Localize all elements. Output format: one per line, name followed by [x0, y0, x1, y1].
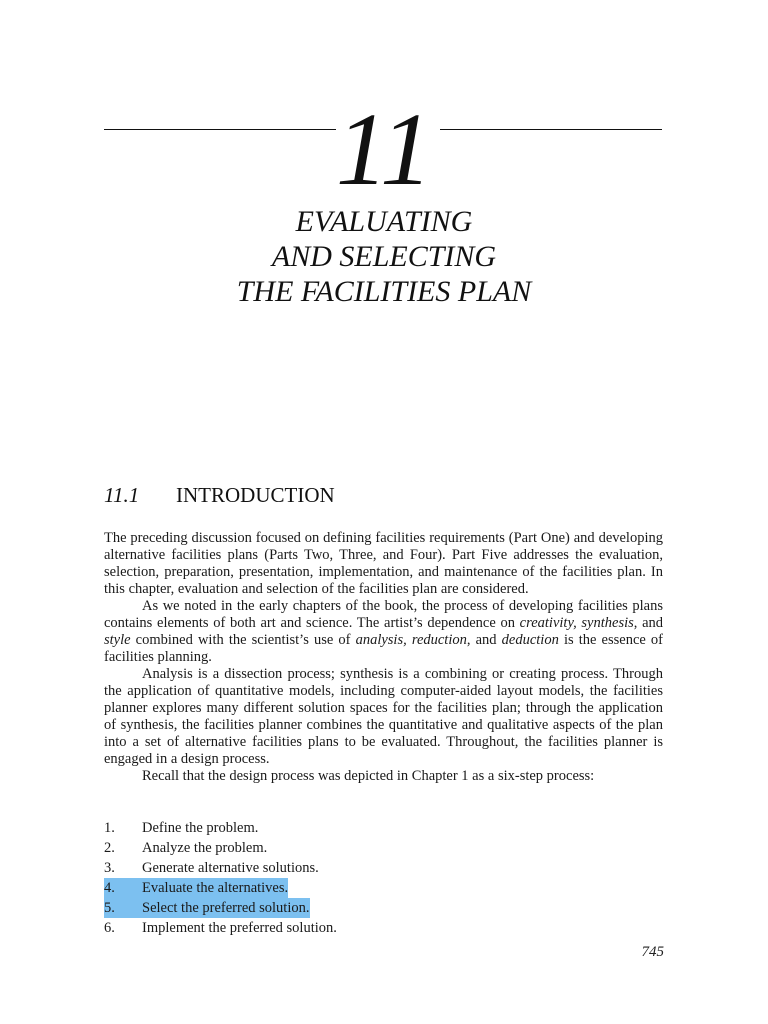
list-item-text: Analyze the problem.: [142, 840, 268, 856]
text-run: , and: [466, 632, 502, 648]
list-item: [104, 838, 663, 858]
design-steps-list: [104, 818, 663, 938]
chapter-title-line: EVALUATING: [295, 205, 473, 238]
paragraph: The preceding discussion focused on defining facilities requirements (Part One) and developing alternative facilities plans (Parts Two, Three, and Four). Part Five addresses the evaluation, selection, preparation, presentation, implementation, and maintenance of the facilities plan. In this chapter, evaluation and selection of the facilities plan are considered.: [104, 530, 663, 597]
list-item: [104, 818, 663, 838]
list-item-text: Generate alternative solutions.: [142, 860, 319, 876]
list-item-number: 2.: [104, 840, 115, 856]
italic-run: creativity, synthesis: [519, 615, 634, 631]
body-text: [104, 530, 663, 785]
section-number: 11.1: [104, 483, 140, 507]
list-item-text: Evaluate the alternatives.: [142, 880, 289, 896]
list-item-highlighted[interactable]: [104, 898, 310, 918]
list-item-number: 4.: [104, 878, 142, 898]
chapter-title: [0, 204, 768, 309]
italic-run: analysis, reduction: [355, 632, 467, 648]
list-item-text: Select the preferred solution.: [142, 900, 310, 916]
list-item-text: Implement the preferred solution.: [142, 920, 337, 936]
section-heading: [104, 482, 335, 508]
list-item-number: 5.: [104, 898, 142, 918]
italic-run: deduction: [501, 632, 559, 648]
italic-run: style: [104, 632, 131, 648]
text-run: , and: [633, 615, 664, 631]
text-run: is the essence of facilities planning.: [104, 632, 664, 665]
list-item-highlighted[interactable]: [104, 878, 288, 898]
paragraph: Recall that the design process was depicted in Chapter 1 as a six-step process:: [142, 768, 595, 784]
list-item-number: 6.: [104, 920, 115, 936]
text-run: combined with the scientist’s use of: [130, 632, 356, 648]
paragraph: Analysis is a dissection process; synthesis is a combining or creating process. Through the application of quantitative models, including computer-aided layout models, the facilities planner explores many different solution spaces for the facilities plan; through the application of synthesis, the facilities planner combines the quantitative and qualitative aspects of the plan into a set of alternative facilities plans to be evaluated. Throughout, the facilities planner is engaged in a design process.: [104, 666, 663, 767]
text-run: As we noted in the early chapters of the book, the process of developing facilities plans contains elements of both art and science. The artist’s dependence on: [104, 598, 663, 631]
list-item: [104, 918, 663, 938]
section-title: INTRODUCTION: [176, 483, 335, 507]
paragraph: [104, 598, 663, 666]
list-item-number: 1.: [104, 820, 115, 836]
chapter-title-line: THE FACILITIES PLAN: [236, 275, 532, 308]
list-item-text: Define the problem.: [142, 820, 259, 836]
page-number: 745: [641, 944, 664, 960]
list-item: [104, 858, 663, 878]
list-item-number: 3.: [104, 860, 115, 876]
chapter-number: 11: [335, 92, 433, 207]
chapter-title-line: AND SELECTING: [271, 240, 497, 273]
